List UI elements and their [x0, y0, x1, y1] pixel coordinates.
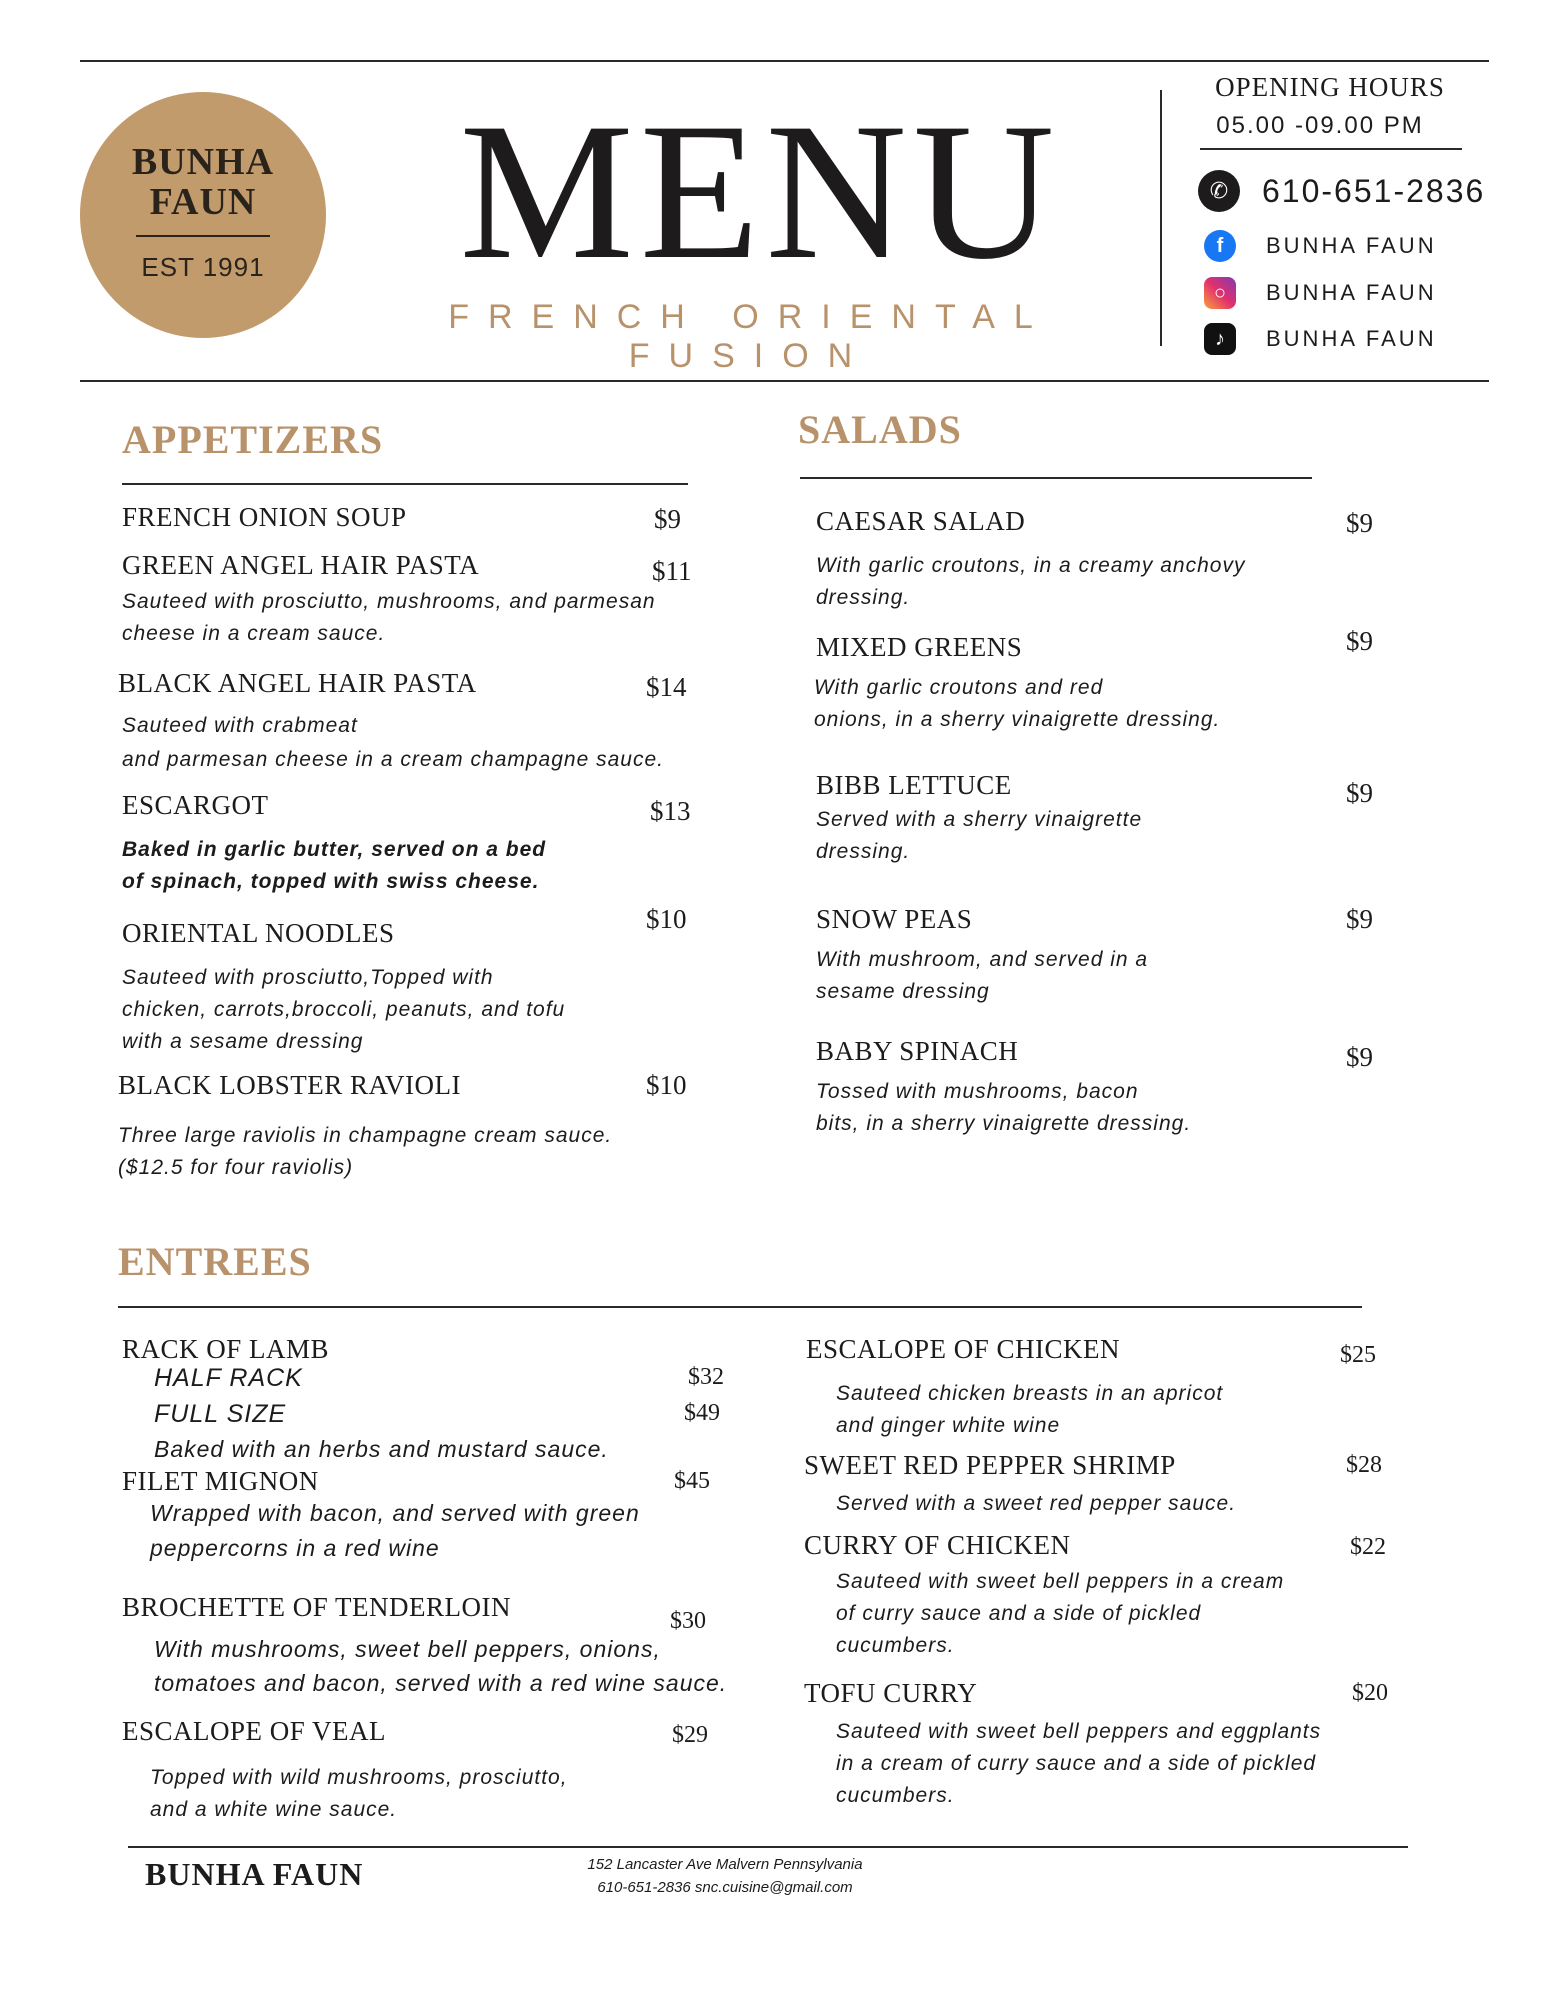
facebook-label[interactable]: BUNHA FAUN [1266, 233, 1437, 258]
menu-item-description: in a cream of curry sauce and a side of pickled [836, 1752, 1317, 1775]
menu-item-description: ($12.5 for four raviolis) [118, 1156, 354, 1179]
footer-phone-email[interactable]: 610-651-2836 snc.cuisine@gmail.com [597, 1879, 853, 1896]
menu-item-price: $9 [1346, 1042, 1373, 1072]
menu-item-price: $10 [646, 1070, 687, 1100]
appetizers-rule [122, 483, 688, 485]
menu-item-name: BLACK ANGEL HAIR PASTA [118, 668, 477, 698]
menu-item-price: $9 [1346, 508, 1373, 538]
menu-item-price: $14 [646, 672, 687, 702]
menu-item-description: Sauteed with prosciutto, mushrooms, and parmesan [122, 590, 656, 613]
menu-item-description: of curry sauce and a side of pickled [836, 1602, 1202, 1625]
hours-divider [1200, 148, 1462, 150]
menu-item-name: BLACK LOBSTER RAVIOLI [118, 1070, 462, 1100]
menu-item-price: $25 [1340, 1342, 1376, 1368]
menu-item-description: and ginger white wine [836, 1414, 1061, 1437]
menu-item-description: and a white wine sauce. [150, 1798, 398, 1821]
menu-item-description: Served with a sweet red pepper sauce. [836, 1492, 1237, 1515]
menu-item-description: Baked with an herbs and mustard sauce. [154, 1436, 609, 1462]
top-rule [80, 60, 1489, 62]
menu-item-description: With garlic croutons, in a creamy anchovy [816, 554, 1246, 577]
menu-item-name: ESCALOPE OF CHICKEN [806, 1334, 1121, 1364]
menu-item-name: ESCALOPE OF VEAL [122, 1716, 387, 1746]
menu-item-name: BABY SPINACH [816, 1036, 1019, 1066]
logo-name [80, 142, 326, 222]
menu-item-price: $9 [654, 504, 681, 534]
menu-item-description: Baked in garlic butter, served on a bed [122, 838, 547, 861]
menu-item-price: $49 [684, 1400, 720, 1426]
menu-item-price: $13 [650, 796, 691, 826]
menu-item-price: $22 [1350, 1534, 1386, 1560]
menu-item-description: Tossed with mushrooms, bacon [816, 1080, 1139, 1103]
menu-item-price: $29 [672, 1722, 708, 1748]
menu-item-name: CURRY OF CHICKEN [804, 1530, 1071, 1560]
menu-item-price: $9 [1346, 904, 1373, 934]
logo-divider [136, 235, 270, 237]
menu-item-option: FULL SIZE [154, 1400, 287, 1428]
opening-hours-value: 05.00 -09.00 PM [1216, 112, 1424, 139]
entrees-title: ENTREES [118, 1239, 312, 1284]
menu-item-description: With mushrooms, sweet bell peppers, onions, [154, 1636, 661, 1662]
menu-item-name: MIXED GREENS [816, 632, 1023, 662]
phone-number[interactable]: 610-651-2836 [1262, 173, 1486, 209]
opening-hours-label: OPENING HOURS [1215, 72, 1445, 102]
menu-item-name: ESCARGOT [122, 790, 269, 820]
menu-item-description: Sauteed with crabmeat [122, 714, 358, 737]
menu-item-description: With mushroom, and served in a [816, 948, 1149, 971]
menu-item-name: FILET MIGNON [122, 1466, 319, 1496]
menu-item-name: BROCHETTE OF TENDERLOIN [122, 1592, 511, 1622]
menu-item-name: BIBB LETTUCE [816, 770, 1012, 800]
header-vertical-divider [1160, 90, 1162, 346]
menu-item-name: ORIENTAL NOODLES [122, 918, 395, 948]
menu-item-description: Sauteed with prosciutto,Topped with [122, 966, 494, 989]
menu-item-description: chicken, carrots,broccoli, peanuts, and tofu [122, 998, 566, 1021]
brand-logo [80, 92, 326, 338]
menu-item-price: $45 [674, 1468, 710, 1494]
menu-item-description: dressing. [816, 840, 911, 863]
page-title: MENU [459, 83, 1061, 300]
menu-item-description: bits, in a sherry vinaigrette dressing. [816, 1112, 1192, 1135]
menu-item-description: tomatoes and bacon, served with a red wine sauce. [154, 1670, 728, 1696]
menu-item-description: Three large raviolis in champagne cream sauce. [118, 1124, 613, 1147]
instagram-label[interactable]: BUNHA FAUN [1266, 280, 1437, 305]
menu-item-description: dressing. [816, 586, 911, 609]
logo-est: EST 1991 [141, 252, 265, 282]
menu-item-description: cheese in a cream sauce. [122, 622, 386, 645]
menu-item-description: Topped with wild mushrooms, prosciutto, [150, 1766, 568, 1789]
footer-address: 152 Lancaster Ave Malvern Pennsylvania [587, 1856, 863, 1873]
menu-item-description: with a sesame dressing [122, 1030, 364, 1053]
footer-rule [128, 1846, 1408, 1848]
menu-item-description: and parmesan cheese in a cream champagne sauce. [122, 748, 664, 771]
instagram-icon[interactable]: ○ [1204, 277, 1236, 309]
logo-name-line2: FAUN [149, 181, 257, 223]
menu-item-price: $9 [1346, 626, 1373, 656]
menu-item-description: onions, in a sherry vinaigrette dressing. [814, 708, 1221, 731]
menu-item-name: SNOW PEAS [816, 904, 973, 934]
tiktok-icon[interactable]: ♪ [1204, 323, 1236, 355]
menu-item-name: CAESAR SALAD [816, 506, 1026, 536]
menu-item-price: $32 [688, 1364, 724, 1390]
menu-item-price: $11 [652, 556, 692, 586]
salads-rule [800, 477, 1312, 479]
menu-item-description: Sauteed with sweet bell peppers and eggplants [836, 1720, 1322, 1743]
menu-item-description: Wrapped with bacon, and served with green [150, 1500, 640, 1526]
menu-item-description: sesame dressing [816, 980, 990, 1003]
tiktok-label[interactable]: BUNHA FAUN [1266, 326, 1437, 351]
page-subtitle: FRENCH ORIENTAL FUSION [448, 298, 1052, 375]
menu-item-name: RACK OF LAMB [122, 1334, 330, 1364]
menu-item-name: TOFU CURRY [804, 1678, 978, 1708]
menu-item-description: peppercorns in a red wine [150, 1535, 440, 1561]
menu-item-option: HALF RACK [154, 1364, 303, 1392]
menu-item-description: Sauteed with sweet bell peppers in a cream [836, 1570, 1285, 1593]
menu-item-price: $30 [670, 1608, 706, 1634]
menu-item-name: FRENCH ONION SOUP [122, 502, 407, 532]
footer-contact [560, 1853, 890, 1899]
menu-item-description: cucumbers. [836, 1784, 955, 1807]
header-bottom-rule [80, 380, 1489, 382]
menu-item-description: With garlic croutons and red [814, 676, 1104, 699]
footer-brand: BUNHA FAUN [145, 1856, 364, 1892]
menu-item-description: Served with a sherry vinaigrette [816, 808, 1143, 831]
phone-icon: ✆ [1198, 170, 1240, 212]
menu-item-price: $9 [1346, 778, 1373, 808]
appetizers-title: APPETIZERS [122, 417, 384, 462]
menu-item-price: $28 [1346, 1452, 1382, 1478]
menu-item-description: of spinach, topped with swiss cheese. [122, 870, 540, 893]
facebook-icon[interactable]: f [1204, 230, 1236, 262]
menu-item-description: Sauteed chicken breasts in an apricot [836, 1382, 1224, 1405]
menu-item-price: $10 [646, 904, 687, 934]
menu-item-name: SWEET RED PEPPER SHRIMP [804, 1450, 1176, 1480]
entrees-rule [118, 1306, 1362, 1308]
menu-item-description: cucumbers. [836, 1634, 955, 1657]
menu-item-name: GREEN ANGEL HAIR PASTA [122, 550, 480, 580]
logo-name-line1: BUNHA [131, 141, 275, 183]
salads-title: SALADS [798, 407, 962, 452]
menu-item-price: $20 [1352, 1680, 1388, 1706]
